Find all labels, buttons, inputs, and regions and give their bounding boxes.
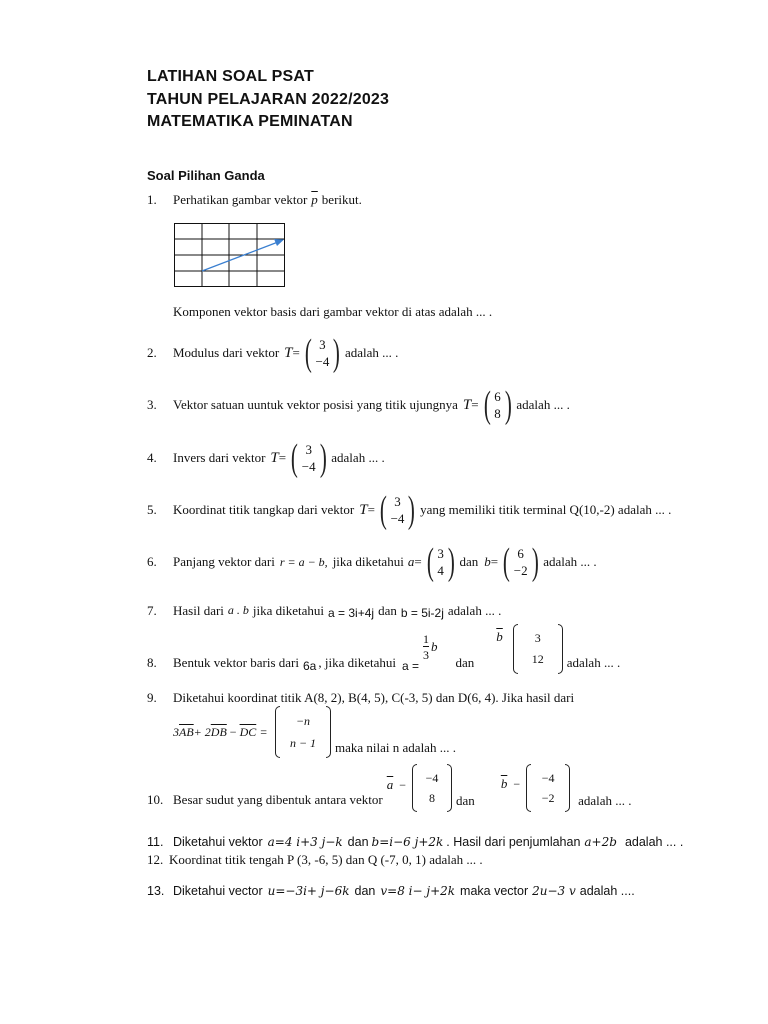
left-paren: ( xyxy=(502,541,510,583)
conjunction-text: dan xyxy=(456,793,475,808)
question-13 xyxy=(147,884,635,898)
vector-entry: 3 xyxy=(305,442,312,457)
vector-entry: 8 xyxy=(429,790,436,805)
column-vector xyxy=(377,491,418,529)
operator: + 2 xyxy=(193,724,211,739)
question-text: yang memiliki titik terminal Q(10,-2) adalah ... . xyxy=(420,502,672,517)
question-text: adalah ... . xyxy=(331,450,385,465)
vector-symbol: b xyxy=(484,554,491,569)
operator: − xyxy=(229,724,237,739)
right-paren: ) xyxy=(319,437,327,479)
question-12 xyxy=(147,852,483,868)
vector-symbol: b xyxy=(431,639,438,654)
vector-symbol: T xyxy=(359,501,368,518)
vector-entry: n − 1 xyxy=(289,735,317,750)
left-paren: ( xyxy=(426,541,434,583)
vector-symbol: T xyxy=(462,396,472,413)
column-vector xyxy=(302,334,343,372)
question-9 xyxy=(147,690,574,706)
question-text: adalah ... . xyxy=(516,397,570,412)
vector-symbol: $\overline{b}$ xyxy=(496,629,503,644)
question-number: 1. xyxy=(147,192,157,207)
vector-symbol: 6a xyxy=(303,659,317,673)
column-vector xyxy=(500,543,541,581)
question-text: adalah ... . xyxy=(578,793,632,808)
coefficient: 3 xyxy=(173,724,179,739)
column-vector xyxy=(481,386,515,424)
vector-grid-figure xyxy=(174,223,286,294)
question-text: Diketahui koordinat titik A(8, 2), B(4, 5), C(-3, 5) dan D(6, 4). Jika hasil dari xyxy=(173,690,575,705)
equals-sign: = xyxy=(278,450,287,465)
question-number: 7. xyxy=(147,602,157,618)
question-9-expression xyxy=(173,706,456,758)
question-11 xyxy=(147,835,683,849)
title-line-3: MATEMATIKA PEMINATAN xyxy=(147,113,353,130)
vector-entry: −n xyxy=(295,713,311,728)
vector-symbol: $\overline{b}$ xyxy=(500,776,508,791)
a-vector-def: $\overline{a}$ − −4 8 xyxy=(387,764,456,812)
vector-expression: u=−3i+ j−6k xyxy=(267,884,350,898)
vector-expression: b=i−6 j+2k xyxy=(371,835,444,849)
vector-entry: 6 xyxy=(517,546,524,561)
question-text: maka nilai n adalah ... . xyxy=(335,740,456,755)
question-text: maka vector xyxy=(460,884,529,898)
question-text: Diketahui vector xyxy=(173,884,263,898)
vector-arrow-line xyxy=(202,242,278,271)
vector-entry: −4 xyxy=(301,459,316,474)
question-text: adalah ... . xyxy=(566,655,621,670)
vector-definition: a = 3i+4j xyxy=(328,606,375,620)
vector-expression: r = a − b, xyxy=(279,554,328,569)
column-vector xyxy=(526,764,570,812)
question-text: adalah ... . xyxy=(447,602,502,618)
question-1 xyxy=(147,192,362,208)
question-text: jika diketahui xyxy=(332,554,404,569)
right-paren: ) xyxy=(504,384,512,426)
question-number: 3. xyxy=(147,397,157,412)
question-text: jika diketahui xyxy=(252,602,325,618)
question-text: Koordinat titik tengah P (3, -6, 5) dan Q (-7, 0, 1) adalah ... . xyxy=(169,852,483,867)
right-paren: ) xyxy=(333,332,341,374)
question-text: adalah ... . xyxy=(543,554,597,569)
vector-entry: 3 xyxy=(394,494,401,509)
question-text: adalah .... xyxy=(579,884,635,898)
question-1-follow: Komponen vektor basis dari gambar vektor di atas adalah ... . xyxy=(173,304,493,319)
question-3 xyxy=(147,386,570,424)
vector-entry: 4 xyxy=(437,563,444,578)
left-paren: ( xyxy=(379,489,387,531)
vector-entry: 8 xyxy=(494,406,501,421)
vector-expression: v=8 i− j+2k xyxy=(380,884,456,898)
question-number: 10. xyxy=(147,792,164,807)
question-text: Invers dari vektor xyxy=(173,450,266,465)
column-vector xyxy=(424,543,458,581)
question-text: Modulus dari vektor xyxy=(173,345,280,360)
question-5 xyxy=(147,491,671,529)
question-number: 8. xyxy=(147,655,157,670)
title-line-2: TAHUN PELAJARAN 2022/2023 xyxy=(147,91,390,108)
question-text: Vektor satuan uuntuk vektor posisi yang titik ujungnya xyxy=(173,397,458,412)
vector-entry: 12 xyxy=(531,652,544,666)
right-paren: ) xyxy=(531,541,539,583)
fraction-numerator: 1 xyxy=(423,632,429,646)
vector-symbol: $\overline{a}$ xyxy=(386,777,394,792)
equals-sign: = xyxy=(367,502,375,517)
vector-label: a = xyxy=(401,659,419,673)
question-text: berikut. xyxy=(321,192,362,207)
column-vector xyxy=(513,624,563,674)
question-text: , jika diketahui xyxy=(318,655,396,670)
vector-entry: −4 xyxy=(315,354,330,369)
equals-sign: = xyxy=(260,724,268,739)
vector-entry: 3 xyxy=(534,631,541,645)
question-number: 13. xyxy=(147,884,165,898)
question-text: . Hasil dari penjumlahan xyxy=(446,835,581,849)
b-vector-def xyxy=(496,624,567,676)
question-text: Perhatikan gambar vektor xyxy=(173,192,308,207)
vector-symbol: a xyxy=(407,554,415,569)
vector-entry: 6 xyxy=(494,389,501,404)
question-number: 9. xyxy=(147,690,157,705)
question-4 xyxy=(147,439,385,477)
column-vector xyxy=(412,764,452,812)
b-vector-def: $\overline{b}$ − −4 −2 xyxy=(501,764,574,812)
title-line-1: LATIHAN SOAL PSAT xyxy=(147,68,314,85)
question-number: 4. xyxy=(147,450,157,465)
fraction-expression xyxy=(423,632,438,662)
question-text: Hasil dari xyxy=(173,602,224,618)
vector-expression: a=4 i+3 j−k xyxy=(267,835,343,849)
vector-expression: a+2b xyxy=(584,835,617,849)
section-title: Soal Pilihan Ganda xyxy=(147,168,265,183)
vector-entry: −2 xyxy=(541,790,555,805)
fraction-denominator: 3 xyxy=(423,648,429,662)
vector-entry: −2 xyxy=(513,563,528,578)
vector-dc: $\overline{DC}$ xyxy=(239,724,257,739)
question-text: Bentuk vektor baris dari xyxy=(173,655,299,670)
vector-entry: −4 xyxy=(541,770,555,785)
vector-ab: $\overline{AB}$ xyxy=(179,724,194,739)
conjunction-text: dan xyxy=(354,884,376,898)
vector-entry: −4 xyxy=(390,511,405,526)
vector-symbol: T xyxy=(284,344,293,361)
question-text: adalah ... . xyxy=(624,835,684,849)
vector-symbol: $\overline{p}$ xyxy=(311,192,318,207)
arrowhead-icon xyxy=(274,239,284,246)
question-text: Besar sudut yang dibentuk antara vektor xyxy=(173,792,383,807)
left-paren: ( xyxy=(290,437,298,479)
question-text: Panjang vektor dari xyxy=(173,554,275,569)
vector-entry: 3 xyxy=(319,337,326,352)
vector-db: $\overline{DB}$ xyxy=(210,724,227,739)
vector-entry: −4 xyxy=(425,770,439,785)
question-number: 2. xyxy=(147,345,157,360)
question-7 xyxy=(147,601,501,620)
question-8 xyxy=(147,624,620,676)
left-paren: ( xyxy=(304,332,312,374)
question-text: Koordinat titik tangkap dari vektor xyxy=(173,502,355,517)
equals-sign: = xyxy=(292,345,300,360)
vector-grid-svg xyxy=(174,223,286,289)
vector-definition: b = 5i-2j xyxy=(400,606,444,620)
left-paren: ( xyxy=(483,384,491,426)
right-paren: ) xyxy=(447,541,455,583)
equals-sign: = xyxy=(471,397,479,412)
question-6: 6. Panjang vektor dari r = a − b, jika diketahui a = ( 3 4 ) dan b = ( 6 −2 ) adalah ... . xyxy=(147,541,597,583)
question-number: 6. xyxy=(147,554,157,569)
question-text: adalah ... . xyxy=(345,345,399,360)
question-number: 11. xyxy=(147,835,164,849)
conjunction-text: dan xyxy=(459,554,479,569)
question-2 xyxy=(147,334,398,372)
conjunction-text: dan xyxy=(347,835,369,849)
question-text: Diketahui vektor xyxy=(173,835,263,849)
vector-symbol: T xyxy=(270,449,279,466)
conjunction-text: dan xyxy=(455,655,475,670)
question-number: 5. xyxy=(147,502,157,517)
conjunction-text: dan xyxy=(378,602,397,618)
question-10 xyxy=(147,764,632,812)
right-paren: ) xyxy=(408,489,416,531)
column-vector xyxy=(288,439,329,477)
vector-entry: 3 xyxy=(437,546,444,561)
vector-expression: 2u−3 v xyxy=(532,884,576,898)
column-vector xyxy=(275,706,331,758)
vector-expression: a . b xyxy=(227,603,249,617)
question-number: 12. xyxy=(147,852,164,867)
